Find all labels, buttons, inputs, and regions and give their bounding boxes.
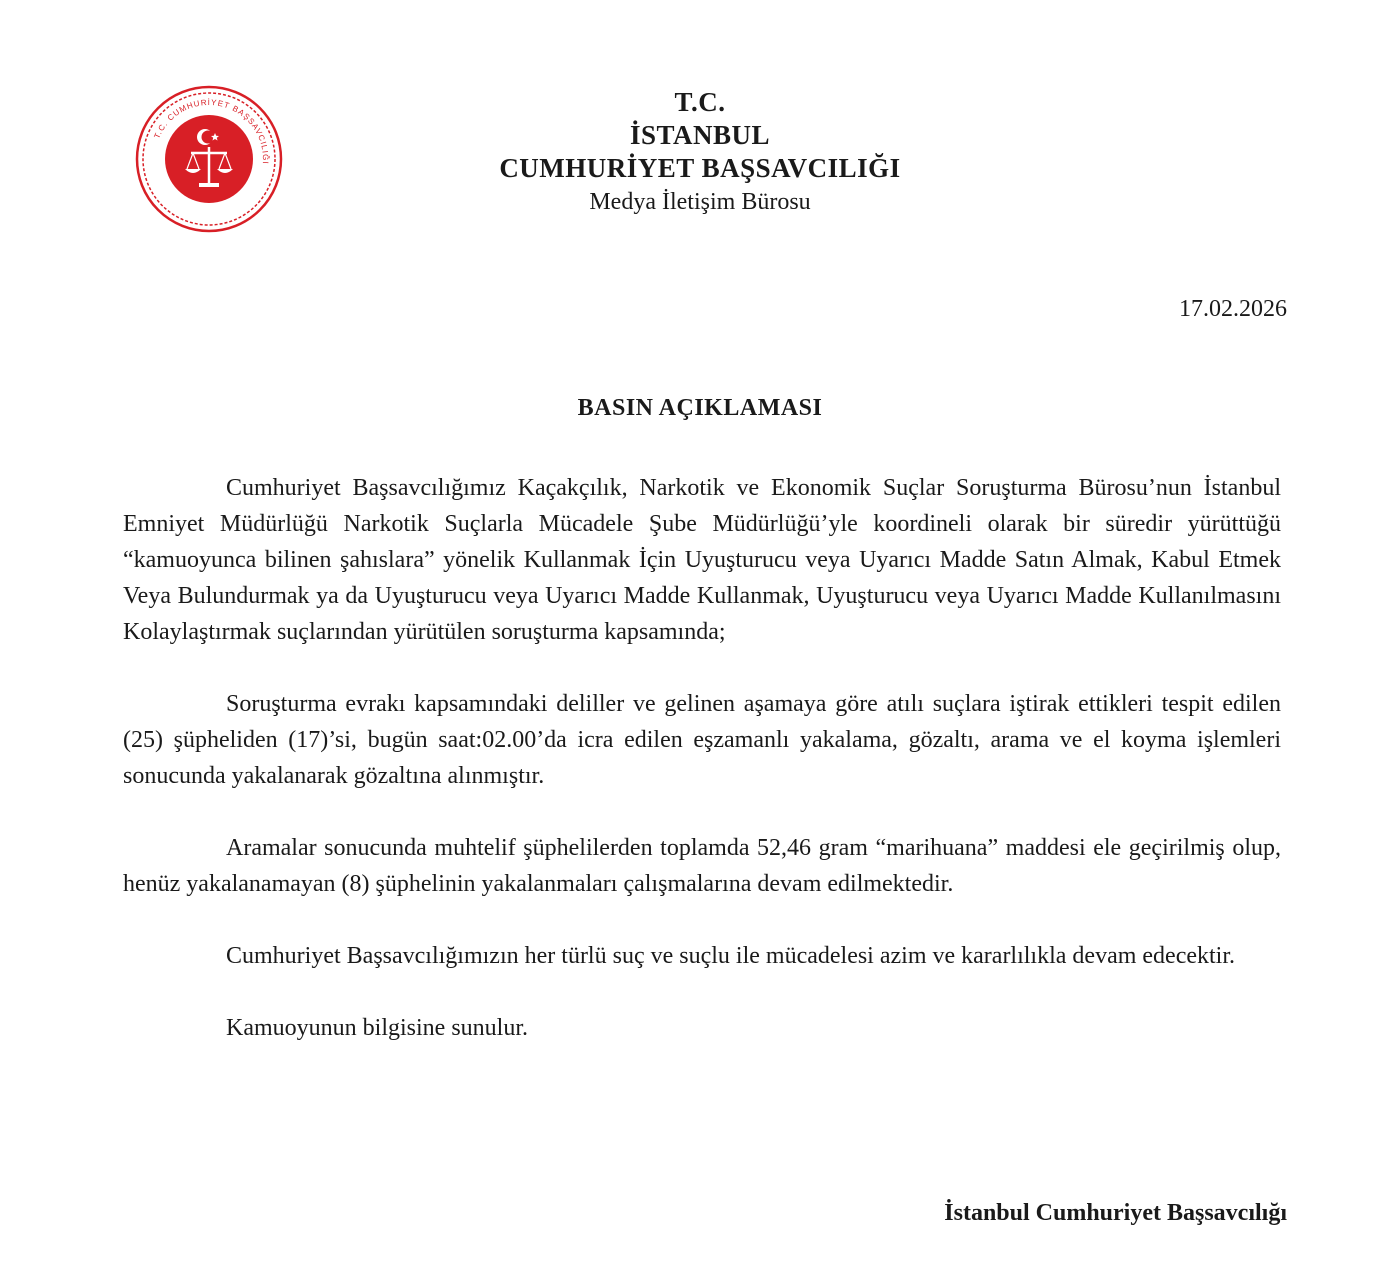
paragraph: Cumhuriyet Başsavcılığımızın her türlü suç ve suçlu ile mücadelesi azim ve kararlılıkla devam edecektir. [226, 943, 1236, 969]
document-body [123, 470, 1281, 1082]
paragraph: Soruşturma evrakı kapsamındaki deliller ve gelinen aşamaya göre atılı suçlara iştirak ettikleri tespit edilen (25) şüpheliden (17)’si, bugün saat:02.00’da icra edilen eşzamanlı yakalama, gözaltı, arama ve el koyma işlemleri sonucunda yakalanarak gözaltına alınmıştır. [123, 691, 1281, 789]
header-line-city: İSTANBUL [629, 120, 771, 150]
header-line-tc: T.C. [674, 87, 726, 117]
header-office: Medya İletişim Bürosu [589, 189, 811, 215]
header-line-institution: CUMHURİYET BAŞSAVCILIĞI [499, 153, 901, 183]
letterhead [0, 86, 1400, 217]
paragraph: Kamuoyunun bilgisine sunulur. [226, 1015, 528, 1041]
paragraph: Aramalar sonucunda muhtelif şüphelilerden toplamda 52,46 gram “marihuana” maddesi ele geçirilmiş olup, henüz yakalanamayan (8) şüphelinin yakalanmaları çalışmalarına devam edilmektedir. [123, 835, 1281, 897]
document-date: 17.02.2026 [1179, 296, 1287, 322]
paragraph: Cumhuriyet Başsavcılığımız Kaçakçılık, Narkotik ve Ekonomik Suçlar Soruşturma Bürosu’nun İstanbul Emniyet Müdürlüğü Narkotik Suçlarla Mücadele Şube Müdürlüğü’yle koordineli olarak bir süredir yürüttüğü “kamuoyunca bilinen şahıslara” yönelik Kullanmak İçin Uyuşturucu veya Uyarıcı Madde Satın Almak, Kabul Etmek Veya Bulundurmak ya da Uyuşturucu veya Uyarıcı Madde Kullanmak, Uyuşturucu veya Uyarıcı Madde Kullanılmasını Kolaylaştırmak suçlarından yürütülen soruşturma kapsamında; [123, 475, 1281, 645]
svg-text:T.C. CUMHURİYET BAŞSAVCILIĞI: T.C. CUMHURİYET BAŞSAVCILIĞI [152, 97, 271, 165]
signature: İstanbul Cumhuriyet Başsavcılığı [944, 1200, 1287, 1226]
document-title: BASIN AÇIKLAMASI [577, 395, 823, 421]
